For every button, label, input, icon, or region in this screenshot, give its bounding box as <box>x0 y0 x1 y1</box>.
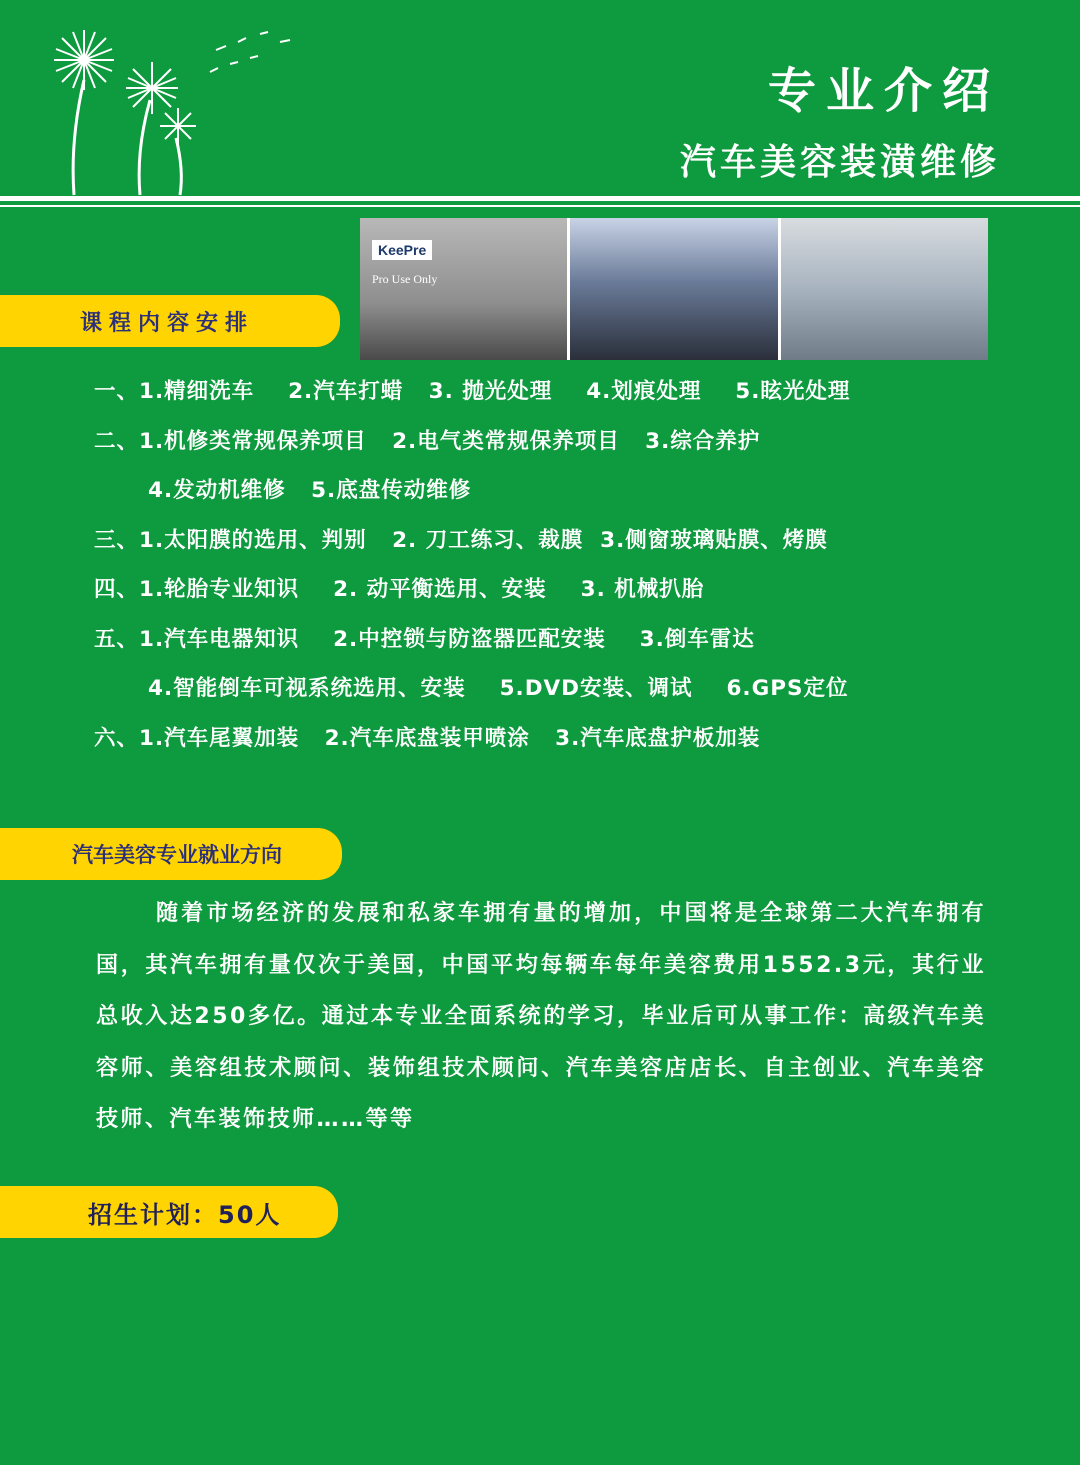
course-line: 二、1.机修类常规保养项目 2.电气类常规保养项目 3.综合养护 <box>94 428 761 454</box>
dandelion-head-3 <box>160 108 196 144</box>
course-heading-tab: 课程内容安排 <box>0 295 340 347</box>
divider-thin <box>0 205 1080 207</box>
photo-reception <box>781 218 988 360</box>
employment-text: 随着市场经济的发展和私家车拥有量的增加，中国将是全球第二大汽车拥有国，其汽车拥有量仅次于美国，中国平均每辆车每年美容费用1552.3元，其行业总收入达250多亿。通过本专业全面系统的学习，毕业后可从事工作：高级汽车美容师、美容组技术顾问、装饰组技术顾问、汽车美容店店长、自主创业、汽车美容技师、汽车装饰技师……等等 <box>96 901 986 1132</box>
photo-showroom-model <box>360 218 567 360</box>
brand-sign: KeePre <box>372 240 432 260</box>
dandelion-head-2 <box>126 62 178 114</box>
photo-sports-cars <box>570 218 777 360</box>
dandelion-stem-1 <box>73 80 84 195</box>
photo-strip <box>360 218 988 360</box>
course-line: 四、1.轮胎专业知识 2. 动平衡选用、安装 3. 机械扒胎 <box>94 577 705 602</box>
course-line: 一、1.精细洗车 2.汽车打蜡 3. 抛光处理 4.划痕处理 5.眩光处理 <box>94 379 851 404</box>
floating-seeds <box>210 32 290 72</box>
enrollment-tab: 招生计划：50人 <box>0 1186 338 1238</box>
page-title: 专业介绍 <box>767 63 1000 119</box>
dandelion-head-1 <box>54 30 114 90</box>
brand-tagline: Pro Use Only <box>372 272 438 286</box>
course-line: 六、1.汽车尾翼加装 2.汽车底盘装甲喷涂 3.汽车底盘护板加装 <box>94 725 761 751</box>
employment-paragraph <box>96 888 986 1146</box>
divider-thick <box>0 196 1080 201</box>
course-list <box>94 374 850 770</box>
course-line: 4.智能倒车可视系统选用、安装 5.DVD安装、调试 6.GPS定位 <box>148 676 849 701</box>
dandelion-stem-2 <box>139 100 150 195</box>
page-subtitle: 汽车美容装潢维修 <box>679 141 1000 183</box>
dandelion-illustration <box>40 20 300 200</box>
course-line: 五、1.汽车电器知识 2.中控锁与防盗器匹配安装 3.倒车雷达 <box>94 626 755 652</box>
course-line: 三、1.太阳膜的选用、判别 2. 刀工练习、裁膜 3.侧窗玻璃贴膜、烤膜 <box>94 527 828 553</box>
course-line: 4.发动机维修 5.底盘传动维修 <box>148 478 472 503</box>
dandelion-stem-3 <box>176 138 181 195</box>
employment-heading-tab: 汽车美容专业就业方向 <box>0 828 342 880</box>
